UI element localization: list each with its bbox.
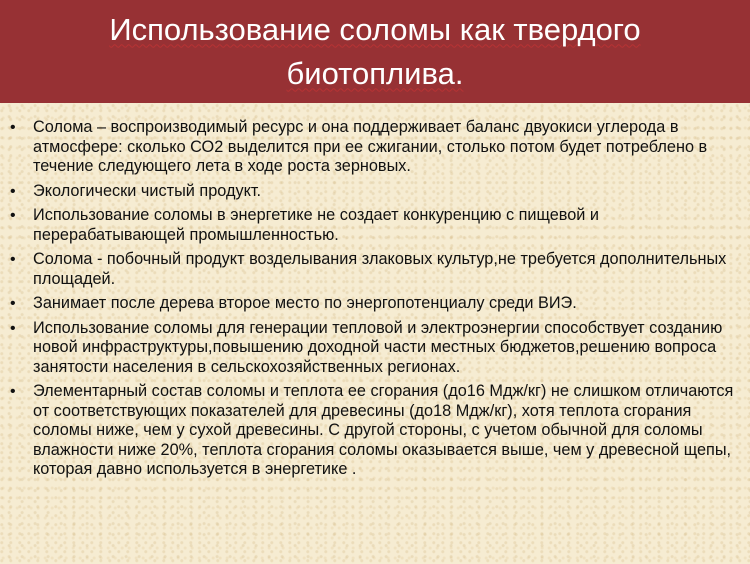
slide-content bbox=[10, 118, 745, 485]
bullet-item-7 bbox=[10, 382, 745, 480]
bullet-icon: • bbox=[10, 319, 16, 337]
bullet-item-4 bbox=[10, 250, 745, 289]
bullet-text: Экологически чистый продукт. bbox=[33, 181, 262, 200]
bullet-icon: • bbox=[10, 119, 16, 136]
bullet-text: Солома – воспроизводимый ресурс и она поддерживает баланс двуокиси углерода в атмосфере: сколько СО2 выделится при ее сжигании, столько потом будет потреблено в течение следующего лета в ходе роста зерновых. bbox=[33, 118, 708, 175]
bullet-icon: • bbox=[10, 182, 16, 200]
bullet-text: Использование соломы в энергетике не создает конкуренцию с пищевой и перерабатывающей промышленностью. bbox=[33, 206, 600, 244]
bullet-text: Занимает после дерева второе место по энергопотенциалу среди ВИЭ. bbox=[33, 294, 577, 312]
slide-title: Использование соломы как твердого биотоплива. bbox=[109, 11, 641, 91]
bullet-icon: • bbox=[10, 251, 16, 268]
bullet-icon: • bbox=[10, 207, 16, 224]
title-bar bbox=[0, 0, 750, 103]
bullet-icon: • bbox=[10, 295, 16, 312]
bullet-item-2 bbox=[10, 182, 745, 202]
bullet-text: Использование соломы для генерации тепловой и электроэнергии способствует созданию новой инфраструктуры,повышению доходной части местных бюджетов,решению вопроса занятости населения в сельскохозяйственных регионах. bbox=[33, 318, 723, 376]
bullet-item-6 bbox=[10, 319, 745, 378]
bullet-text: Солома - побочный продукт возделывания злаковых культур,не требуется дополнительных площадей. bbox=[33, 250, 727, 288]
bullet-item-1 bbox=[10, 118, 745, 177]
bullet-item-3 bbox=[10, 206, 745, 245]
bullet-list bbox=[10, 118, 745, 480]
bullet-text: Элементарный состав соломы и теплота ее сгорания (до16 Мдж/кг) не слишком отличаются от соответствующих показателей для древесины (до18 Мдж/кг), хотя теплота сгорания соломы ниже, чем у сухой древесины. С другой стороны, с учетом обычной для соломы влажности ниже 20%, теплота сгорания соломы оказывается выше, чем у древесной щепы, которая давно используется в энергетике . bbox=[33, 382, 734, 478]
bullet-icon: • bbox=[10, 383, 16, 400]
bullet-item-5 bbox=[10, 294, 745, 314]
